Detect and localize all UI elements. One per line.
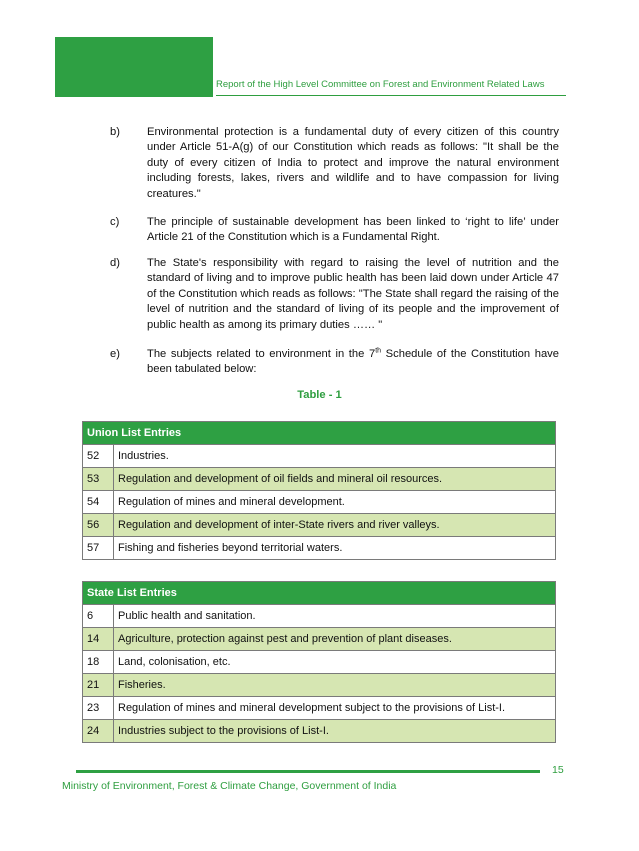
entry-number: 18 xyxy=(83,651,114,674)
table-row xyxy=(83,537,556,560)
paragraph-label: b) xyxy=(110,126,120,138)
entry-number: 21 xyxy=(83,674,114,697)
page-number: 15 xyxy=(552,764,564,776)
union-list-table xyxy=(82,421,556,560)
entry-text: Fishing and fisheries beyond territorial waters. xyxy=(114,537,556,560)
paragraph-label: c) xyxy=(110,216,120,228)
entry-number: 56 xyxy=(83,514,114,537)
entry-text: Land, colonisation, etc. xyxy=(114,651,556,674)
entry-text: Industries subject to the provisions of List-I. xyxy=(114,720,556,743)
union-list-heading: Union List Entries xyxy=(83,422,556,445)
table-row xyxy=(83,605,556,628)
table-row xyxy=(83,491,556,514)
entry-text: Fisheries. xyxy=(114,674,556,697)
table-row xyxy=(83,514,556,537)
paragraph-text: The principle of sustainable development has been linked to ‘right to life’ under Article 21 of the Constitution which is a Fundamental Right. xyxy=(147,216,559,244)
footer-divider xyxy=(76,770,540,773)
entry-text: Regulation of mines and mineral development subject to the provisions of List-I. xyxy=(114,697,556,720)
paragraph-c xyxy=(110,215,559,246)
entry-number: 14 xyxy=(83,628,114,651)
entry-text: Regulation and development of inter-State rivers and river valleys. xyxy=(114,514,556,537)
entry-text: Public health and sanitation. xyxy=(114,605,556,628)
table-title: Table - 1 xyxy=(297,389,342,401)
paragraph-text: The State's responsibility with regard to raising the level of nutrition and the standard of living and to improve public health has been laid down under Article 47 of the Constitution which reads as follows: "The State shall regard the raising of the level of nutrition and the standard of living of its people and the improvement of public health as among its primary duties …… " xyxy=(147,257,559,331)
table-row xyxy=(83,445,556,468)
paragraph-text xyxy=(147,347,559,378)
table-row xyxy=(83,674,556,697)
table-row xyxy=(83,468,556,491)
entry-text: Industries. xyxy=(114,445,556,468)
table-row xyxy=(83,628,556,651)
entry-number: 57 xyxy=(83,537,114,560)
entry-text: Regulation of mines and mineral development. xyxy=(114,491,556,514)
report-title: Report of the High Level Committee on Forest and Environment Related Laws xyxy=(216,79,545,90)
state-list-heading: State List Entries xyxy=(83,582,556,605)
entry-number: 23 xyxy=(83,697,114,720)
superscript: th xyxy=(375,347,382,355)
paragraph-d xyxy=(110,256,559,333)
entry-number: 24 xyxy=(83,720,114,743)
table-row xyxy=(83,651,556,674)
paragraph-b xyxy=(110,125,559,202)
entry-number: 54 xyxy=(83,491,114,514)
table-row xyxy=(83,697,556,720)
paragraph-label: e) xyxy=(110,348,120,360)
paragraph-e xyxy=(110,347,559,378)
paragraph-text: Environmental protection is a fundamental duty of every citizen of this country under Article 51-A(g) of our Constitution which reads as follows: "It shall be the duty of every citizen of India to protect and improve the natural environment including forests, lakes, rivers and wildlife and to have compassion for living creatures." xyxy=(147,126,559,200)
text-part: Schedule of the Constitution have been tabulated below: xyxy=(147,348,559,376)
entry-number: 6 xyxy=(83,605,114,628)
text-part: The subjects related to environment in the 7 xyxy=(147,348,376,360)
header-divider xyxy=(216,95,566,96)
state-list-table xyxy=(82,581,556,743)
entry-text: Regulation and development of oil fields and mineral oil resources. xyxy=(114,468,556,491)
entry-number: 52 xyxy=(83,445,114,468)
header-green-block xyxy=(55,37,213,97)
entry-number: 53 xyxy=(83,468,114,491)
paragraph-label: d) xyxy=(110,257,120,269)
footer-ministry: Ministry of Environment, Forest & Climate Change, Government of India xyxy=(62,780,397,792)
table-row xyxy=(83,720,556,743)
entry-text: Agriculture, protection against pest and prevention of plant diseases. xyxy=(114,628,556,651)
